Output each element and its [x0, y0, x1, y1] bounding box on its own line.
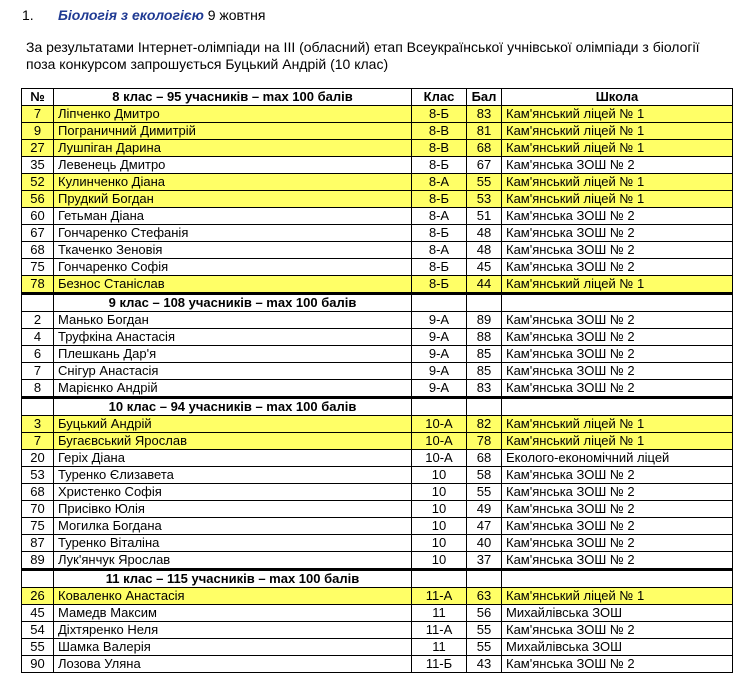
participant-name: Діхтяренко Неля: [54, 622, 412, 639]
participant-school: Кам'янська ЗОШ № 2: [502, 329, 733, 346]
participant-class: 10-А: [412, 416, 467, 433]
participant-number: 9: [22, 123, 54, 140]
participant-score: 44: [467, 276, 502, 294]
participant-number: 60: [22, 208, 54, 225]
participant-score: 48: [467, 242, 502, 259]
participant-class: 10: [412, 518, 467, 535]
participant-school: Кам'янський ліцей № 1: [502, 191, 733, 208]
column-header-score: Бал: [467, 89, 502, 106]
participant-name: Марієнко Андрій: [54, 380, 412, 398]
participant-school: Кам'янський ліцей № 1: [502, 433, 733, 450]
group-header-blank: [412, 398, 467, 416]
participant-number: 3: [22, 416, 54, 433]
participant-school: Кам'янська ЗОШ № 2: [502, 501, 733, 518]
results-table-body: [22, 89, 733, 673]
group-title: 10 клас – 94 учасників – max 100 балів: [54, 398, 412, 416]
participant-row: [22, 622, 733, 639]
participant-row: [22, 605, 733, 622]
participant-name: Туренко Віталіна: [54, 535, 412, 552]
participant-school: Кам'янська ЗОШ № 2: [502, 518, 733, 535]
participant-row: [22, 380, 733, 398]
participant-school: Кам'янська ЗОШ № 2: [502, 225, 733, 242]
participant-name: Могилка Богдана: [54, 518, 412, 535]
participant-row: [22, 208, 733, 225]
participant-row: [22, 346, 733, 363]
participant-name: Христенко Софія: [54, 484, 412, 501]
participant-score: 85: [467, 363, 502, 380]
participant-score: 55: [467, 622, 502, 639]
participant-row: [22, 416, 733, 433]
participant-school: Кам'янська ЗОШ № 2: [502, 363, 733, 380]
participant-school: Кам'янський ліцей № 1: [502, 174, 733, 191]
participant-class: 9-А: [412, 363, 467, 380]
group-header-blank: [22, 398, 54, 416]
participant-score: 40: [467, 535, 502, 552]
participant-number: 8: [22, 380, 54, 398]
participant-score: 78: [467, 433, 502, 450]
participant-number: 89: [22, 552, 54, 570]
group-header-row: [22, 398, 733, 416]
participant-name: Коваленко Анастасія: [54, 588, 412, 605]
participant-class: 8-А: [412, 242, 467, 259]
participant-school: Михайлівська ЗОШ: [502, 605, 733, 622]
participant-number: 26: [22, 588, 54, 605]
participant-name: Плешкань Дар'я: [54, 346, 412, 363]
participant-name: Гончаренко Стефанія: [54, 225, 412, 242]
participant-score: 88: [467, 329, 502, 346]
participant-score: 67: [467, 157, 502, 174]
participant-score: 89: [467, 312, 502, 329]
participant-number: 7: [22, 106, 54, 123]
participant-score: 51: [467, 208, 502, 225]
participant-school: Кам'янська ЗОШ № 2: [502, 552, 733, 570]
participant-row: [22, 639, 733, 656]
participant-school: Кам'янський ліцей № 1: [502, 123, 733, 140]
participant-row: [22, 535, 733, 552]
participant-number: 87: [22, 535, 54, 552]
column-header-school: Школа: [502, 89, 733, 106]
participant-school: Кам'янська ЗОШ № 2: [502, 157, 733, 174]
participant-number: 56: [22, 191, 54, 208]
participant-score: 83: [467, 106, 502, 123]
participant-row: [22, 467, 733, 484]
participant-number: 75: [22, 518, 54, 535]
participant-school: Кам'янська ЗОШ № 2: [502, 208, 733, 225]
participant-row: [22, 656, 733, 673]
participant-class: 9-А: [412, 380, 467, 398]
group-header-blank: [502, 570, 733, 588]
participant-class: 10: [412, 552, 467, 570]
participant-school: Кам'янська ЗОШ № 2: [502, 380, 733, 398]
participant-score: 53: [467, 191, 502, 208]
participant-class: 8-Б: [412, 276, 467, 294]
participant-class: 11: [412, 605, 467, 622]
participant-school: Кам'янська ЗОШ № 2: [502, 312, 733, 329]
group-header-blank: [22, 294, 54, 312]
participant-class: 9-А: [412, 329, 467, 346]
participant-name: Кулинченко Діана: [54, 174, 412, 191]
participant-class: 9-А: [412, 312, 467, 329]
participant-row: [22, 225, 733, 242]
participant-score: 47: [467, 518, 502, 535]
participant-number: 68: [22, 484, 54, 501]
participant-school: Михайлівська ЗОШ: [502, 639, 733, 656]
participant-class: 8-В: [412, 140, 467, 157]
participant-name: Труфкіна Анастасія: [54, 329, 412, 346]
group-header-blank: [467, 398, 502, 416]
participant-row: [22, 191, 733, 208]
group-header-blank: [22, 570, 54, 588]
participant-row: [22, 157, 733, 174]
participant-row: [22, 450, 733, 467]
group-header-blank: [502, 398, 733, 416]
participant-score: 83: [467, 380, 502, 398]
participant-number: 68: [22, 242, 54, 259]
participant-school: Кам'янська ЗОШ № 2: [502, 242, 733, 259]
participant-number: 53: [22, 467, 54, 484]
participant-row: [22, 259, 733, 276]
participant-row: [22, 433, 733, 450]
participant-class: 10: [412, 501, 467, 518]
participant-score: 63: [467, 588, 502, 605]
participant-number: 78: [22, 276, 54, 294]
participant-class: 11-А: [412, 588, 467, 605]
participant-name: Ліпченко Дмитро: [54, 106, 412, 123]
participant-number: 75: [22, 259, 54, 276]
participant-score: 37: [467, 552, 502, 570]
participant-row: [22, 174, 733, 191]
group-header-blank: [412, 570, 467, 588]
participant-score: 55: [467, 639, 502, 656]
participant-score: 49: [467, 501, 502, 518]
participant-class: 10: [412, 535, 467, 552]
participant-score: 81: [467, 123, 502, 140]
participant-class: 8-Б: [412, 191, 467, 208]
participant-row: [22, 552, 733, 570]
group-header-blank: [412, 294, 467, 312]
participant-school: Кам'янський ліцей № 1: [502, 140, 733, 157]
section-heading: [22, 7, 265, 23]
participant-name: Ткаченко Зеновія: [54, 242, 412, 259]
participant-name: Снігур Анастасія: [54, 363, 412, 380]
participant-name: Прудкий Богдан: [54, 191, 412, 208]
participant-row: [22, 140, 733, 157]
group-header-blank: [502, 294, 733, 312]
participant-score: 48: [467, 225, 502, 242]
participant-class: 8-В: [412, 123, 467, 140]
participant-name: Геріх Діана: [54, 450, 412, 467]
participant-class: 10: [412, 484, 467, 501]
participant-row: [22, 242, 733, 259]
participant-number: 67: [22, 225, 54, 242]
participant-row: [22, 329, 733, 346]
participant-row: [22, 484, 733, 501]
participant-name: Левенець Дмитро: [54, 157, 412, 174]
participant-number: 90: [22, 656, 54, 673]
participant-name: Присівко Юлія: [54, 501, 412, 518]
olympiad-date: 9 жовтня: [207, 7, 266, 23]
participant-class: 8-А: [412, 174, 467, 191]
participant-score: 85: [467, 346, 502, 363]
participant-score: 68: [467, 140, 502, 157]
participant-school: Кам'янська ЗОШ № 2: [502, 346, 733, 363]
participant-row: [22, 106, 733, 123]
participant-score: 68: [467, 450, 502, 467]
group-title: 8 клас – 95 учасників – max 100 балів: [54, 89, 412, 106]
group-header-row: [22, 294, 733, 312]
participant-class: 11-Б: [412, 656, 467, 673]
participant-score: 82: [467, 416, 502, 433]
participant-class: 11-А: [412, 622, 467, 639]
participant-number: 6: [22, 346, 54, 363]
participant-school: Кам'янська ЗОШ № 2: [502, 484, 733, 501]
participant-number: 54: [22, 622, 54, 639]
participant-class: 10-А: [412, 450, 467, 467]
participant-class: 10-А: [412, 433, 467, 450]
participant-number: 2: [22, 312, 54, 329]
participant-name: Лушпіган Дарина: [54, 140, 412, 157]
participant-score: 56: [467, 605, 502, 622]
participant-name: Мамедв Максим: [54, 605, 412, 622]
participant-name: Лозова Уляна: [54, 656, 412, 673]
participant-name: Лук'янчук Ярослав: [54, 552, 412, 570]
intro-paragraph: За результатами Інтернет-олімпіади на ІІІ (обласний) етап Всеукраїнської учнівської олімпіади з біології поза конкурсом запрошується Буцький Андрій (10 клас): [26, 39, 700, 72]
participant-name: Пограничний Димитрій: [54, 123, 412, 140]
participant-school: Еколого-економічний ліцей: [502, 450, 733, 467]
participant-name: Гетьман Діана: [54, 208, 412, 225]
participant-row: [22, 276, 733, 294]
participant-school: Кам'янська ЗОШ № 2: [502, 259, 733, 276]
participant-school: Кам'янський ліцей № 1: [502, 588, 733, 605]
participant-name: Манько Богдан: [54, 312, 412, 329]
participant-number: 55: [22, 639, 54, 656]
participant-name: Буцький Андрій: [54, 416, 412, 433]
group-header-row: [22, 89, 733, 106]
participant-school: Кам'янська ЗОШ № 2: [502, 535, 733, 552]
participant-number: 70: [22, 501, 54, 518]
participant-row: [22, 123, 733, 140]
column-header-num: №: [22, 89, 54, 106]
participant-school: Кам'янський ліцей № 1: [502, 106, 733, 123]
participant-class: 8-Б: [412, 225, 467, 242]
participant-row: [22, 588, 733, 605]
participant-score: 58: [467, 467, 502, 484]
participant-school: Кам'янський ліцей № 1: [502, 416, 733, 433]
participant-class: 8-А: [412, 208, 467, 225]
group-header-row: [22, 570, 733, 588]
participant-number: 52: [22, 174, 54, 191]
participant-score: 55: [467, 174, 502, 191]
participant-name: Шамка Валерія: [54, 639, 412, 656]
participant-school: Кам'янська ЗОШ № 2: [502, 622, 733, 639]
participant-row: [22, 312, 733, 329]
results-table: [21, 88, 733, 673]
participant-row: [22, 501, 733, 518]
participant-school: Кам'янська ЗОШ № 2: [502, 656, 733, 673]
participant-class: 8-Б: [412, 106, 467, 123]
participant-name: Гончаренко Софія: [54, 259, 412, 276]
participant-number: 7: [22, 363, 54, 380]
group-header-blank: [467, 294, 502, 312]
participant-number: 4: [22, 329, 54, 346]
participant-class: 9-А: [412, 346, 467, 363]
participant-score: 45: [467, 259, 502, 276]
participant-class: 8-Б: [412, 259, 467, 276]
participant-school: Кам'янська ЗОШ № 2: [502, 467, 733, 484]
participant-row: [22, 363, 733, 380]
participant-number: 45: [22, 605, 54, 622]
participant-score: 55: [467, 484, 502, 501]
group-header-blank: [467, 570, 502, 588]
participant-number: 27: [22, 140, 54, 157]
participant-school: Кам'янський ліцей № 1: [502, 276, 733, 294]
participant-score: 43: [467, 656, 502, 673]
participant-number: 35: [22, 157, 54, 174]
group-title: 9 клас – 108 учасників – max 100 балів: [54, 294, 412, 312]
participant-name: Безнос Станіслав: [54, 276, 412, 294]
participant-class: 8-Б: [412, 157, 467, 174]
subject-title: Біологія з екологією: [58, 7, 204, 23]
participant-number: 20: [22, 450, 54, 467]
participant-name: Бугаєвський Ярослав: [54, 433, 412, 450]
group-title: 11 клас – 115 учасників – max 100 балів: [54, 570, 412, 588]
participant-row: [22, 518, 733, 535]
participant-class: 11: [412, 639, 467, 656]
section-number: 1.: [22, 7, 34, 23]
column-header-class: Клас: [412, 89, 467, 106]
participant-class: 10: [412, 467, 467, 484]
participant-number: 7: [22, 433, 54, 450]
participant-name: Туренко Єлизавета: [54, 467, 412, 484]
